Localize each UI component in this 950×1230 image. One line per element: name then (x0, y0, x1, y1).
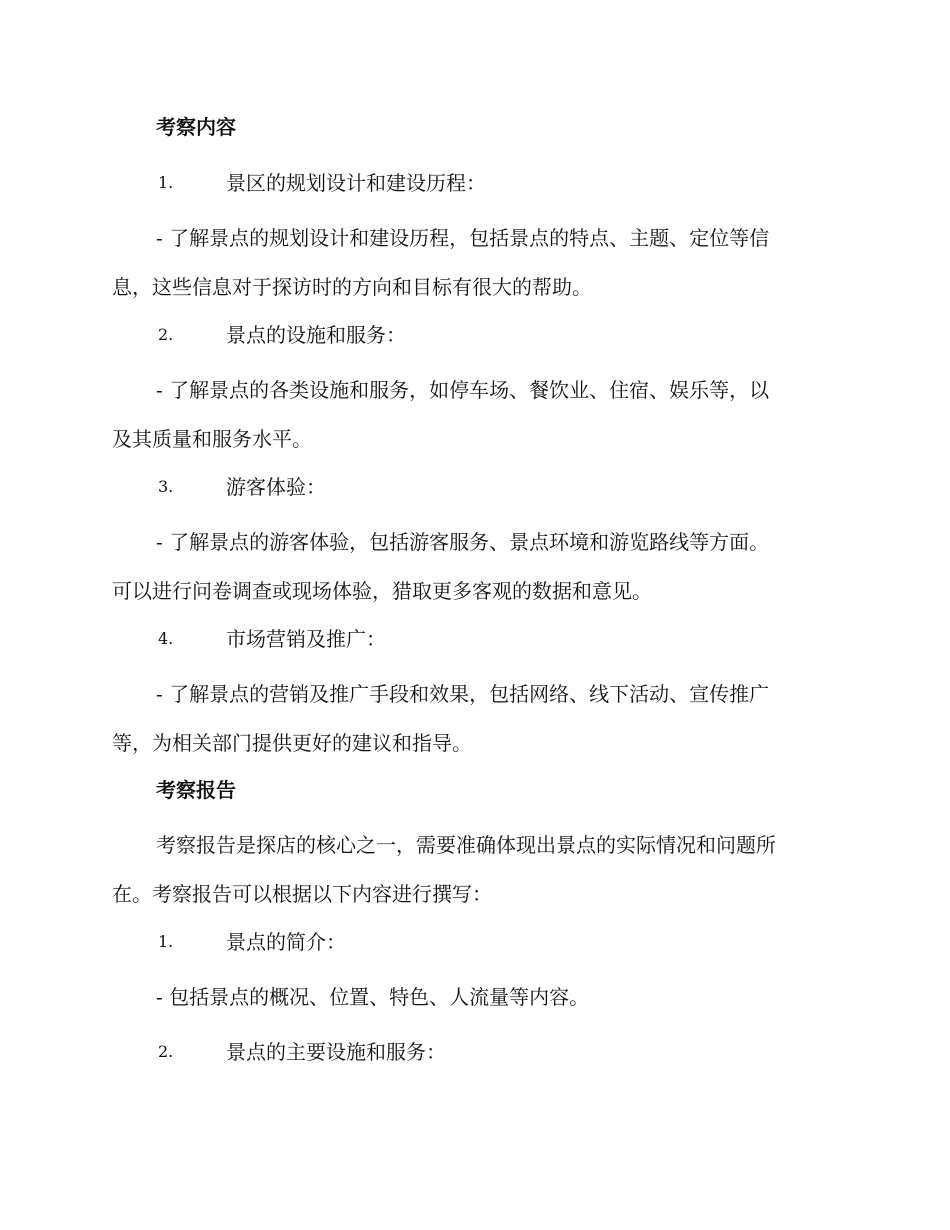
section-heading-inspection-report: 考察报告 (156, 778, 236, 802)
paragraph (112, 224, 842, 301)
paragraph-line: 及其质量和服务水平。 (112, 427, 312, 451)
section-heading-inspection-content: 考察内容 (156, 115, 236, 139)
paragraph (112, 831, 842, 908)
list-item-title: 景区的规划设计和建设历程： (226, 171, 486, 195)
list-item-title: 景点的主要设施和服务： (226, 1040, 446, 1064)
paragraph-line: - 了解景点的各类设施和服务，如停车场、餐饮业、住宿、娱乐等，以 (156, 378, 770, 402)
paragraph-line: 在。考察报告可以根据以下内容进行撰写： (112, 882, 492, 906)
list-number: 2. (158, 325, 174, 344)
list-item-title: 游客体验： (226, 475, 326, 499)
list-number: 1. (158, 932, 174, 951)
paragraph-line: - 了解景点的营销及推广手段和效果，包括网络、线下活动、宣传推广 (156, 682, 770, 706)
paragraph-line: - 了解景点的游客体验，包括游客服务、景点环境和游览路线等方面。 (156, 530, 770, 554)
list-number: 4. (158, 629, 174, 648)
paragraph-line: 考察报告是探店的核心之一，需要准确体现出景点的实际情况和问题所 (156, 833, 776, 857)
paragraph-line: - 包括景点的概况、位置、特色、人流量等内容。 (156, 985, 590, 1009)
paragraph-line: 息，这些信息对于探访时的方向和目标有很大的帮助。 (112, 275, 592, 299)
list-number: 2. (158, 1042, 174, 1061)
list-item-title: 景点的简介： (226, 930, 346, 954)
list-number: 3. (158, 477, 174, 496)
paragraph-line: - 了解景点的规划设计和建设历程，包括景点的特点、主题、定位等信 (156, 226, 770, 250)
paragraph (112, 680, 842, 757)
paragraph-line: 可以进行问卷调查或现场体验，猎取更多客观的数据和意见。 (112, 579, 652, 603)
paragraph-line: 等，为相关部门提供更好的建议和指导。 (112, 731, 472, 755)
paragraph (112, 376, 842, 453)
list-item-title: 市场营销及推广： (226, 627, 386, 651)
list-item-title: 景点的设施和服务： (226, 323, 406, 347)
paragraph (112, 528, 842, 605)
paragraph (112, 983, 842, 1011)
list-number: 1. (158, 173, 174, 192)
